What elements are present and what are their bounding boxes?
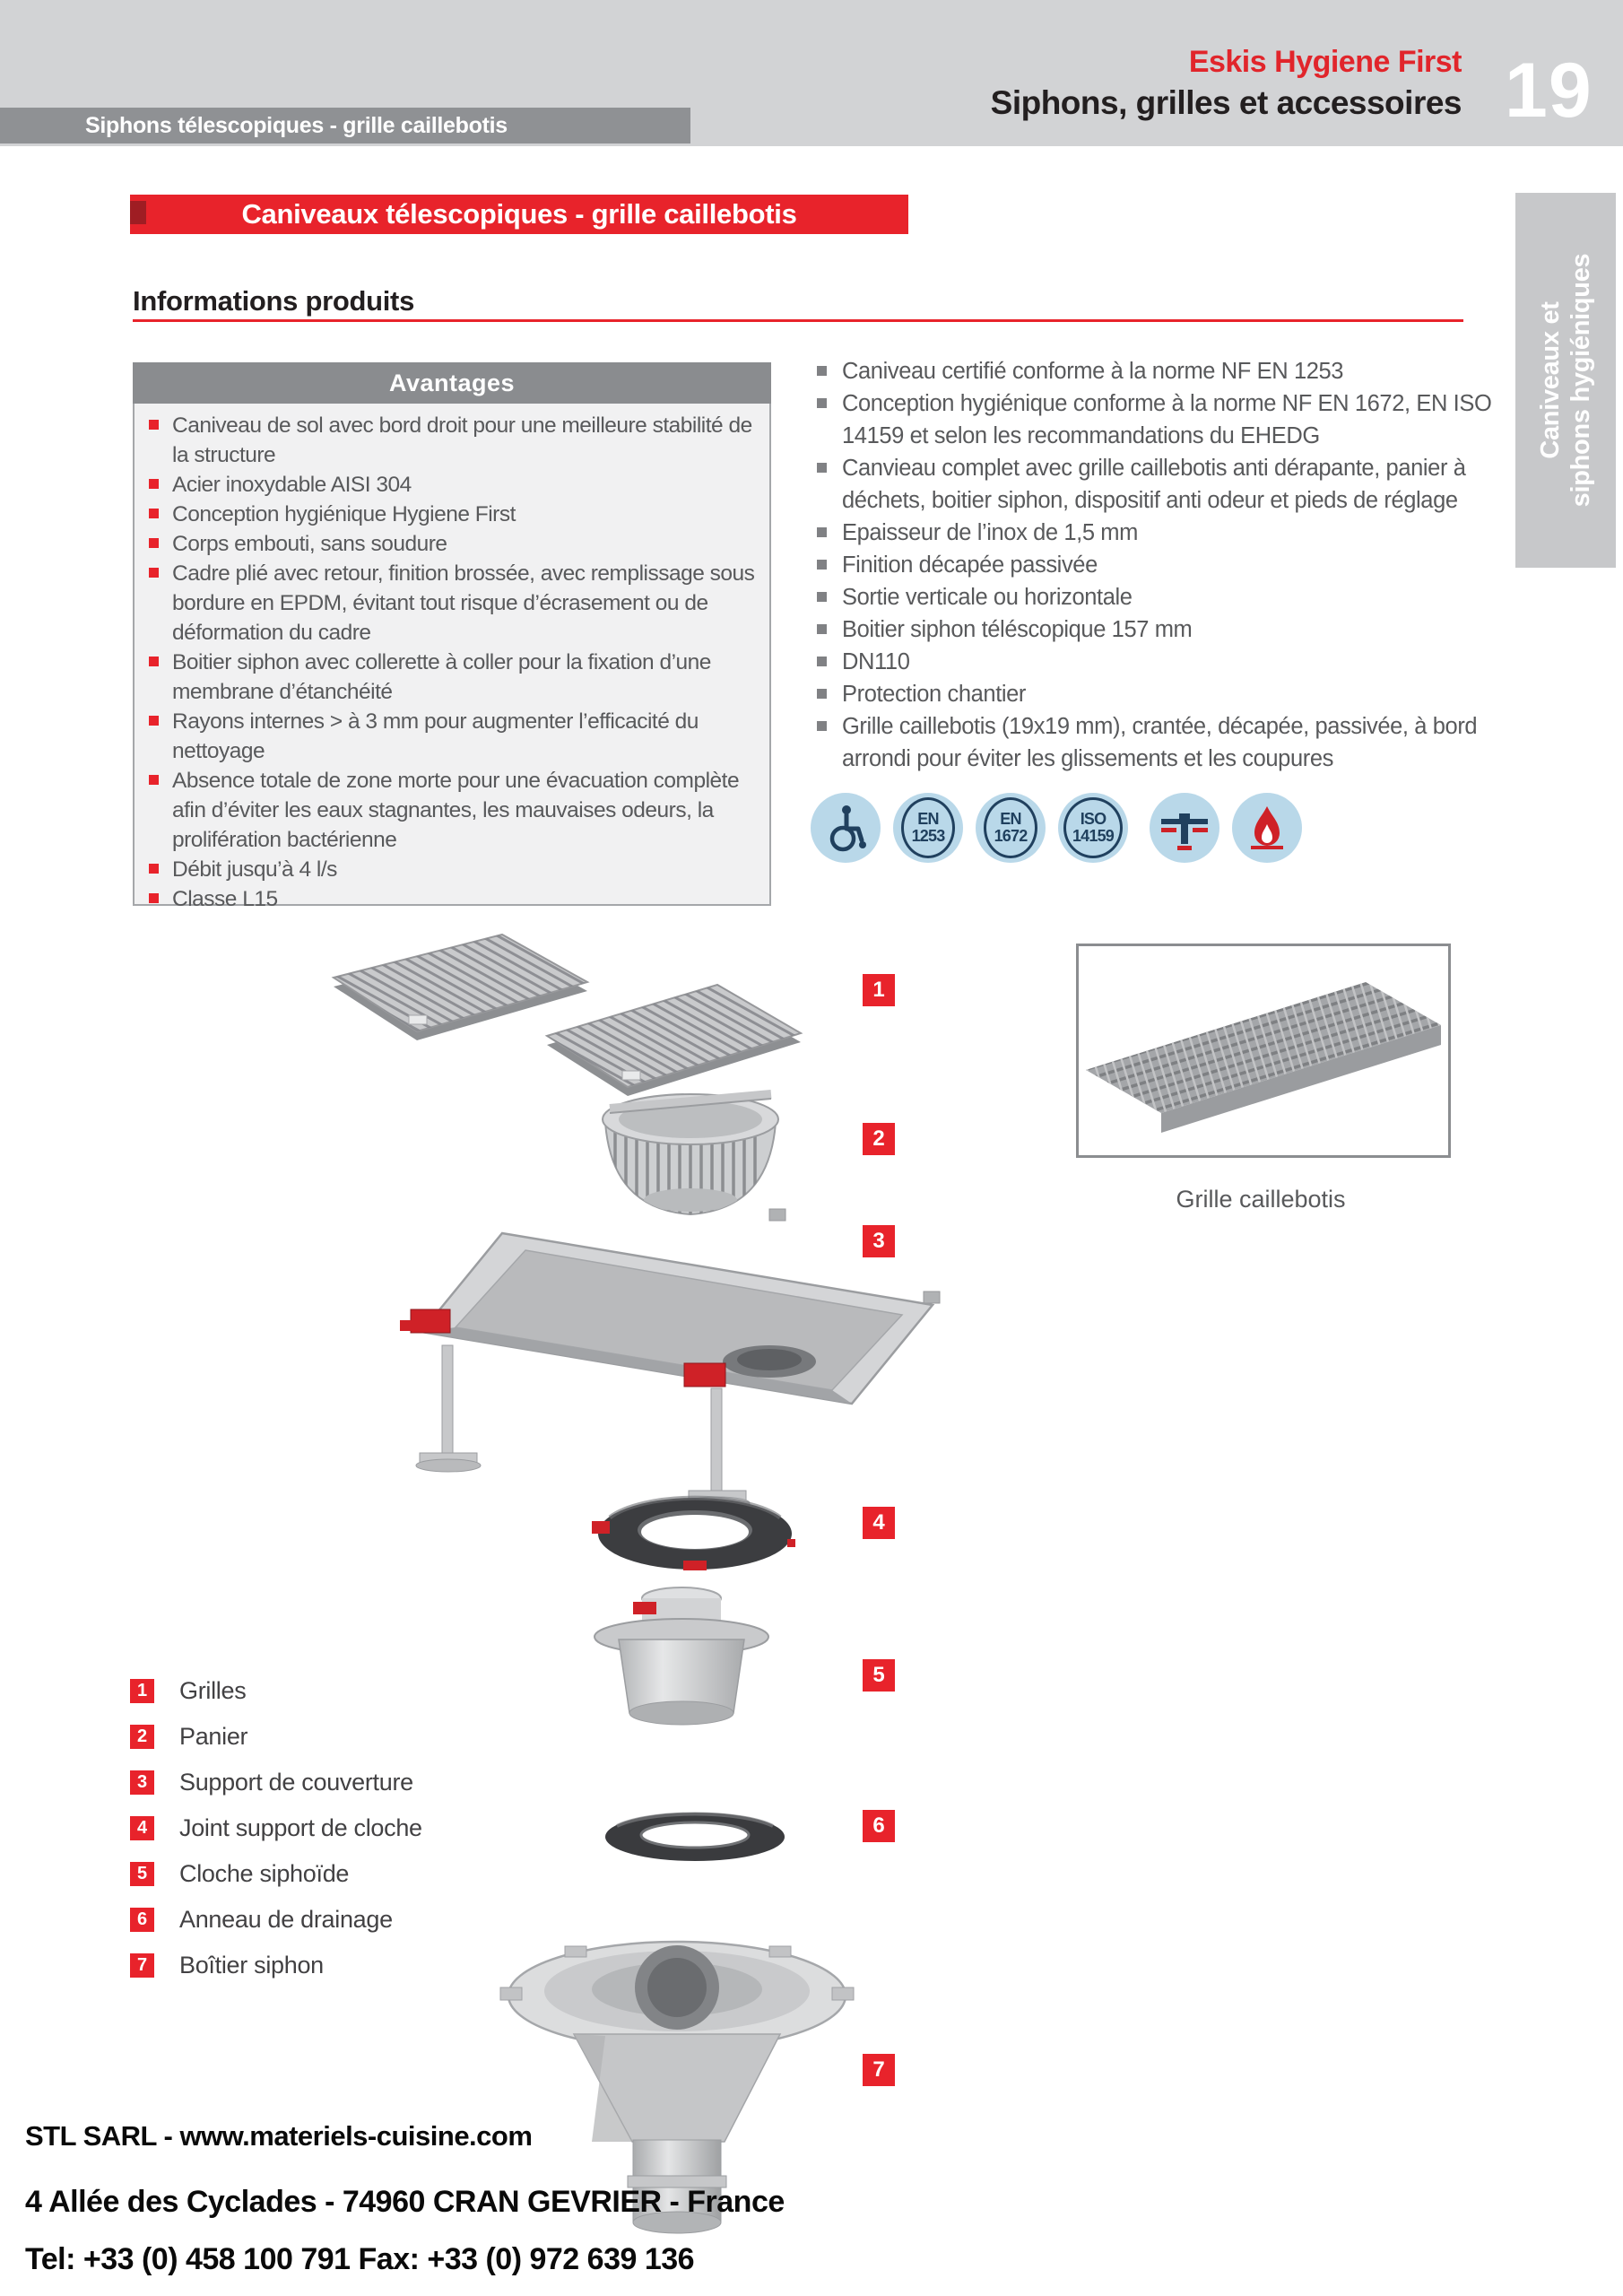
badge-text: ISO (1080, 810, 1107, 828)
advantage-item: Cadre plié avec retour, finition brossée, avec remplissage sous bordure en EPDM, évitant tout risque d’écrasement ou de déformation du cadre (143, 559, 760, 648)
legend-label: Joint support de cloche (179, 1814, 422, 1841)
footer-phone: Tel: +33 (0) 458 100 791 Fax: +33 (0) 972 639 136 (25, 2242, 695, 2276)
features-list-wrap (812, 355, 1511, 775)
advantage-item: Boitier siphon avec collerette à coller pour la fixation d’une membrane d’étanchéité (143, 648, 760, 707)
advantages-list (143, 411, 760, 914)
side-tab-text (1515, 193, 1616, 568)
feature-item: Sortie verticale ou horizontale (812, 581, 1511, 613)
callout-2: 2 (863, 1123, 895, 1155)
legend-label: Cloche siphoïde (179, 1860, 350, 1887)
legend-num: 1 (130, 1679, 154, 1703)
legend-label: Grilles (179, 1677, 247, 1704)
banner-notch (130, 201, 146, 224)
feature-item: Protection chantier (812, 678, 1511, 710)
callout-7: 7 (863, 2054, 895, 2086)
callout-6: 6 (863, 1810, 895, 1842)
gasket-ring-drawing (592, 1498, 795, 1570)
features-list (812, 355, 1511, 775)
grate-figure-drawing (1079, 946, 1443, 1150)
figure-caption: Grille caillebotis (1176, 1186, 1346, 1213)
legend-row (130, 1816, 422, 1840)
advantage-item: Rayons internes > à 3 mm pour augmenter l’efficacité du nettoyage (143, 707, 760, 766)
legend (130, 1679, 422, 1999)
legend-row (130, 1953, 422, 1978)
legend-num: 4 (130, 1816, 154, 1840)
basket-drawing (603, 1094, 778, 1215)
en1672-badge (976, 793, 1046, 863)
legend-num: 6 (130, 1908, 154, 1932)
drain-section-badge (1150, 793, 1219, 863)
feature-item: Grille caillebotis (19x19 mm), crantée, décapée, passivée, à bord arrondi pour éviter les glissements et les coupures (812, 710, 1511, 775)
advantage-item: Caniveau de sol avec bord droit pour une meilleure stabilité de la structure (143, 411, 760, 470)
badge-text: EN (917, 810, 939, 828)
advantage-item: Acier inoxydable AISI 304 (143, 470, 760, 500)
callout-3: 3 (863, 1225, 895, 1257)
legend-row (130, 1725, 422, 1749)
legend-row (130, 1908, 422, 1932)
wheelchair-icon (819, 801, 872, 855)
section-rule (133, 319, 1463, 322)
advantages-box (133, 362, 771, 911)
legend-label: Boîtier siphon (179, 1952, 324, 1979)
legend-label: Support de couverture (179, 1769, 413, 1796)
feature-item: Epaisseur de l’inox de 1,5 mm (812, 517, 1511, 549)
channel-drawing (400, 1209, 940, 1509)
en1672-oval (984, 797, 1037, 858)
legend-num: 7 (130, 1953, 154, 1978)
advantage-item: Absence totale de zone morte pour une évacuation complète afin d’éviter les eaux stagnantes, les mauvaises odeurs, la prolifération bactérienne (143, 766, 760, 855)
advantage-item: Corps embouti, sans soudure (143, 529, 760, 559)
footer-address: 4 Allée des Cyclades - 74960 CRAN GEVRIER - France (25, 2185, 785, 2219)
banner-title: Caniveaux télescopiques - grille caillebotis (241, 198, 797, 230)
en1253-oval (901, 797, 955, 858)
callout-5: 5 (863, 1659, 895, 1692)
section-title: Informations produits (133, 285, 415, 317)
feature-item: Finition décapée passivée (812, 549, 1511, 581)
grate-figure (1076, 944, 1451, 1158)
feature-item: Canvieau complet avec grille caillebotis anti dérapante, panier à déchets, boitier siphon, dispositif anti odeur et pieds de réglage (812, 452, 1511, 517)
section-tab-label: Siphons télescopiques - grille caillebotis (85, 113, 508, 138)
en1253-badge (893, 793, 963, 863)
iso14159-oval (1063, 797, 1123, 858)
legend-label: Anneau de drainage (179, 1906, 393, 1933)
legend-row (130, 1862, 422, 1886)
legend-num: 3 (130, 1770, 154, 1795)
legend-row (130, 1770, 422, 1795)
side-tab-line2: siphons hygiéniques (1567, 253, 1595, 508)
callout-1: 1 (863, 974, 895, 1006)
callout-4: 4 (863, 1507, 895, 1539)
side-tab-line1: Caniveaux et (1536, 301, 1565, 459)
advantage-item: Débit jusqu’à 4 l/s (143, 855, 760, 884)
badge-text: 14159 (1072, 827, 1115, 845)
feature-item: DN110 (812, 646, 1511, 678)
brand-title: Eskis Hygiene First (1188, 45, 1462, 79)
bell-drawing (595, 1587, 768, 1725)
feature-item: Conception hygiénique conforme à la norme NF EN 1672, EN ISO 14159 et selon les recommandations du EHEDG (812, 387, 1511, 452)
advantages-body (133, 404, 771, 911)
footer-company: STL SARL - www.materiels-cuisine.com (25, 2120, 533, 2152)
exploded-diagram (296, 915, 995, 2242)
legend-num: 5 (130, 1862, 154, 1886)
badge-text: 1253 (911, 827, 945, 845)
advantage-item: Conception hygiénique Hygiene First (143, 500, 760, 529)
drain-section-icon (1156, 799, 1213, 857)
legend-num: 2 (130, 1725, 154, 1749)
fire-badge (1232, 793, 1302, 863)
badge-text: EN (1000, 810, 1021, 828)
legend-label: Panier (179, 1723, 248, 1750)
fire-icon (1238, 799, 1296, 857)
drainage-ring-drawing (605, 1813, 785, 1861)
page-number: 19 (1505, 48, 1593, 134)
feature-item: Caniveau certifié conforme à la norme NF EN 1253 (812, 355, 1511, 387)
advantage-item: Classe L15 (143, 884, 760, 914)
page-subtitle: Siphons, grilles et accessoires (990, 84, 1462, 121)
wheelchair-badge (811, 793, 881, 863)
badge-text: 1672 (994, 827, 1028, 845)
iso14159-badge (1058, 793, 1128, 863)
grate-drawing (334, 935, 801, 1096)
feature-item: Boitier siphon téléscopique 157 mm (812, 613, 1511, 646)
banner (130, 195, 908, 234)
legend-row (130, 1679, 422, 1703)
side-tab (1515, 193, 1616, 568)
advantages-title: Avantages (133, 362, 771, 404)
